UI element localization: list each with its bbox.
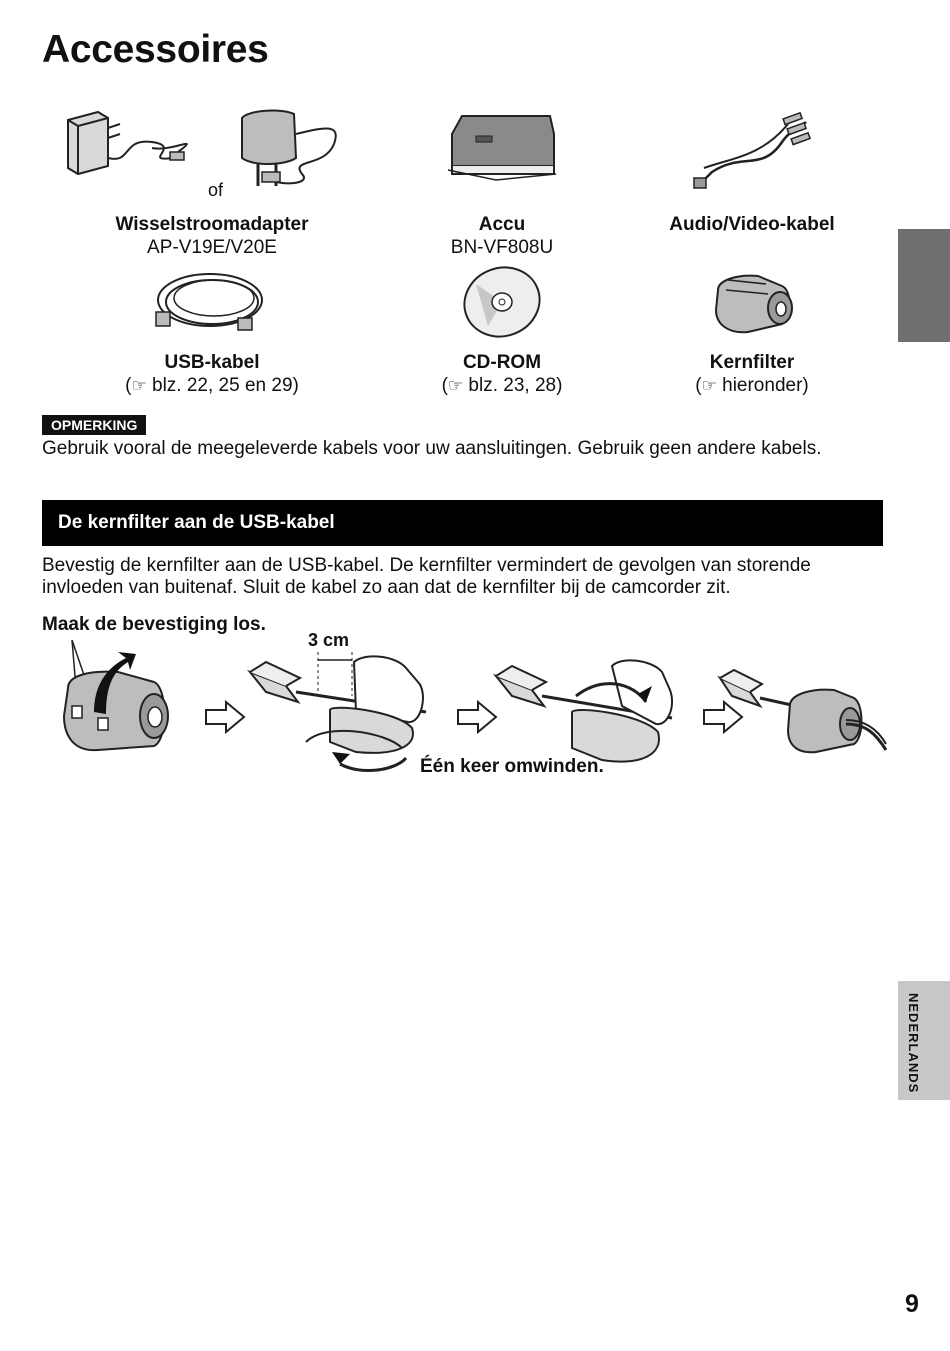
reference-icon: ☞	[131, 376, 147, 395]
chapter-tab	[898, 229, 950, 342]
reference-pages: blz. 23, 28	[468, 375, 557, 396]
accessory-name: CD-ROM	[462, 352, 542, 373]
accessory-name: Kernfilter	[709, 352, 795, 373]
accessory-model: BN-VF808U	[450, 237, 554, 258]
accessory-name: Audio/Video-kabel	[669, 214, 835, 235]
section-body: Bevestig de kernfilter aan de USB-kabel. De kernfilter vermindert de gevolgen van storende invloeden van buitenaf. Sluit de kabel zo aan dat de kernfilter bij de camcorder zit.	[42, 555, 811, 598]
usb-cable-icon	[152, 268, 272, 336]
section-heading: De kernfilter aan de USB-kabel	[58, 512, 335, 533]
ac-adapter-icon	[62, 108, 352, 198]
reference-icon: ☞	[701, 376, 717, 395]
step-label: Maak de bevestiging los.	[42, 614, 266, 635]
accessory-reference: (☞ blz. 23, 28)	[441, 375, 563, 396]
battery-icon	[446, 110, 560, 186]
step-2-wrap-cable-illustration	[246, 652, 436, 776]
accessory-name: Wisselstroomadapter	[115, 214, 309, 235]
reference-icon: ☞	[447, 376, 464, 395]
accessory-reference: (☞ hieronder)	[695, 375, 809, 396]
accessory-usb-cable	[62, 351, 362, 397]
note-badge: OPMERKING	[42, 415, 146, 435]
note-text: Gebruik vooral de meegeleverde kabels voor uw aansluitingen. Gebruik geen andere kabels.	[42, 438, 822, 459]
accessory-model: AP-V19E/V20E	[147, 237, 277, 258]
arrow-right-icon	[204, 700, 246, 734]
accessory-name: USB-kabel	[164, 352, 260, 373]
core-filter-icon	[708, 268, 798, 338]
reference-pages: hieronder	[722, 375, 803, 396]
accessory-ac-adapter	[62, 213, 362, 259]
section-header	[42, 500, 883, 546]
av-cable-icon	[692, 112, 812, 192]
reference-pages: blz. 22, 25 en 29	[152, 375, 293, 396]
accessory-av-cable	[602, 213, 902, 236]
step-1-release-clasp-illustration	[58, 636, 178, 756]
adapter-or-label: of	[208, 180, 224, 200]
page-title: Accessoires	[42, 28, 269, 71]
language-tab	[898, 981, 950, 1100]
language-tab-label: NEDERLANDS	[906, 993, 921, 1094]
wind-once-label: Één keer omwinden.	[420, 756, 604, 777]
step-4-finished-filter-illustration	[716, 664, 888, 758]
cd-rom-icon	[458, 264, 548, 340]
accessory-core-filter	[602, 351, 902, 397]
dimension-label: 3 cm	[308, 630, 350, 650]
page-number: 9	[905, 1290, 919, 1318]
accessory-reference: (☞ blz. 22, 25 en 29)	[125, 375, 299, 396]
accessory-name: Accu	[478, 214, 526, 235]
